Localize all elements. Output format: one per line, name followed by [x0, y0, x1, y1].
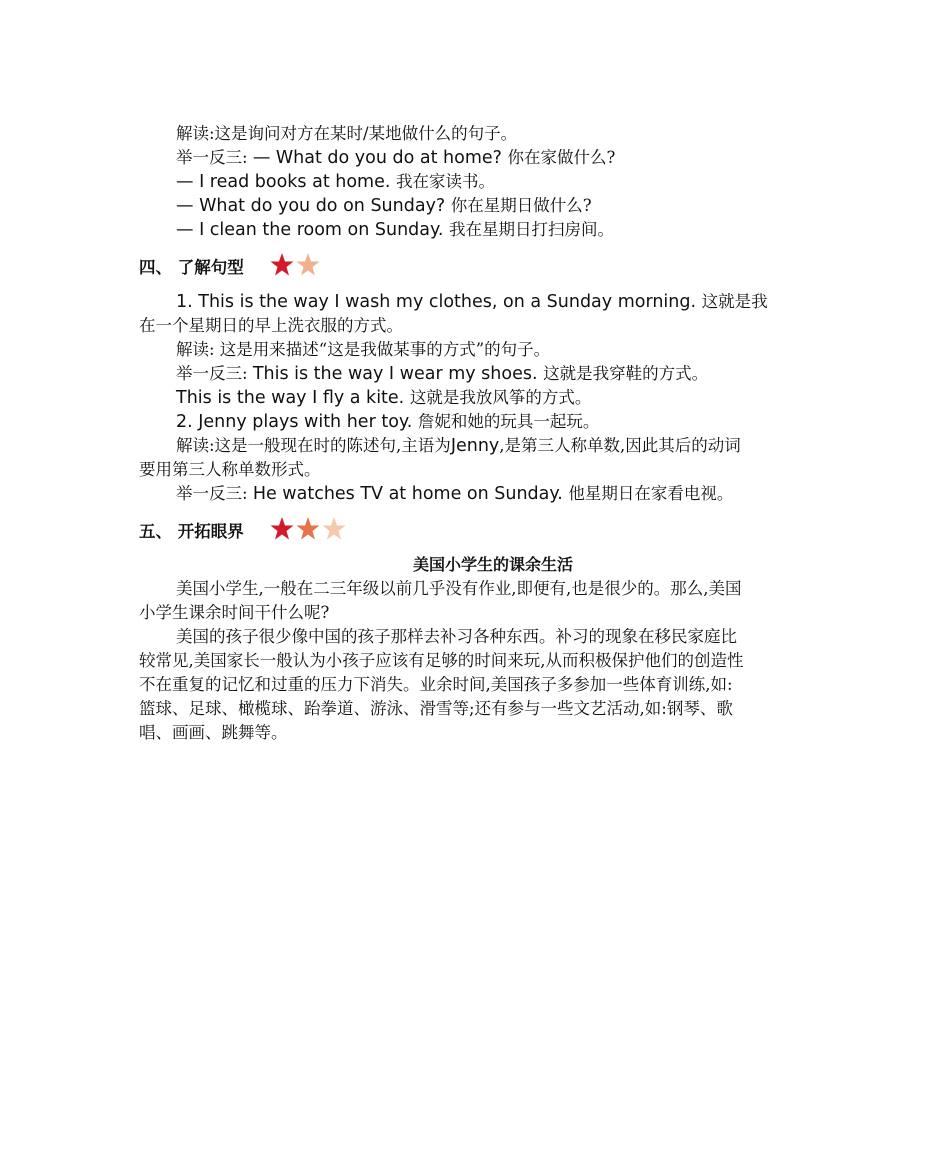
- section4-sentence-1: [176, 290, 768, 314]
- section4-sentence-2-explain: [176, 434, 741, 458]
- section4-sentence-2-explain-cont: 要用第三人称单数形式。: [139, 460, 321, 479]
- example-cn: 你在星期日做什么?: [450, 196, 592, 215]
- example-cn: 这就是我放风筝的方式。: [409, 388, 592, 407]
- example-cn: 他星期日在家看电视。: [568, 484, 734, 503]
- example-en: — What do you do on Sunday?: [176, 196, 451, 216]
- section4-sentence-1-explain: 解读: 这是用来描述“这是我做某事的方式”的句子。: [176, 340, 551, 359]
- section4-sentence-1-cont: 在一个星期日的早上洗衣服的方式。: [139, 316, 403, 335]
- explain-text: ,是第三人称单数,因此其后的动词: [499, 436, 741, 455]
- example-en: This is the way I wear my shoes.: [252, 364, 544, 384]
- example-label: 举一反三:: [176, 148, 253, 167]
- example-en: — I clean the room on Sunday.: [176, 220, 450, 240]
- example-en: — What do you do at home?: [252, 148, 508, 168]
- explain-text: 解读:这是一般现在时的陈述句,主语为: [176, 436, 451, 455]
- section3-explain: 解读:这是询问对方在某时/某地做什么的句子。: [176, 124, 518, 143]
- section4-heading: 四、 了解句型: [139, 258, 244, 277]
- article-paragraph-2-line-2: 较常见,美国家长一般认为小孩子应该有足够的时间来玩,从而积极保护他们的创造性: [139, 651, 744, 670]
- article-paragraph-2-line-4: 篮球、足球、橄榄球、跆拳道、游泳、滑雪等;还有参与一些文艺活动,如:钢琴、歌: [139, 699, 733, 718]
- example-en: This is the way I fly a kite.: [176, 388, 410, 408]
- example-label: 举一反三:: [176, 364, 253, 383]
- section3-example-1: [176, 146, 615, 170]
- section5-heading: 五、 开拓眼界: [139, 522, 244, 541]
- section3-example-2: [176, 170, 495, 194]
- sentence-cn: 詹妮和她的玩具一起玩。: [417, 412, 600, 431]
- article-paragraph-2-line-5: 唱、画画、跳舞等。: [139, 723, 288, 742]
- section5-rating: [270, 516, 350, 542]
- star-icon: [271, 517, 294, 540]
- explain-en: Jenny: [450, 436, 500, 456]
- section3-example-3: [176, 194, 592, 218]
- example-en: He watches TV at home on Sunday.: [252, 484, 569, 504]
- sentence-en: 1. This is the way I wash my clothes, on a Sunday morning.: [176, 292, 702, 312]
- section4-sentence-2: [176, 410, 599, 434]
- article-paragraph-1-line-1: 美国小学生,一般在二三年级以前几乎没有作业,即便有,也是很少的。那么,美国: [176, 579, 742, 598]
- article-paragraph-2-line-3: 不在重复的记忆和过重的压力下消失。业余时间,美国孩子多参加一些体育训练,如:: [139, 675, 733, 694]
- section4-rating: [270, 252, 350, 278]
- star-icon: [271, 253, 294, 276]
- example-cn: 这就是我穿鞋的方式。: [543, 364, 709, 383]
- article-paragraph-2-line-1: 美国的孩子很少像中国的孩子那样去补习各种东西。补习的现象在移民家庭比: [176, 627, 737, 646]
- example-en: — I read books at home.: [176, 172, 396, 192]
- example-label: 举一反三:: [176, 484, 253, 503]
- section4-sentence-2-example: [176, 482, 733, 506]
- section3-example-4: [176, 218, 614, 242]
- section4-sentence-1-example-1: [176, 362, 708, 386]
- section4-sentence-1-example-2: [176, 386, 591, 410]
- article-title: 美国小学生的课余生活: [412, 555, 573, 574]
- sentence-cn: 这就是我: [701, 292, 768, 311]
- star-icon: [297, 517, 320, 540]
- example-cn: 我在星期日打扫房间。: [449, 220, 615, 239]
- sentence-en: 2. Jenny plays with her toy.: [176, 412, 418, 432]
- star-icon: [323, 517, 346, 540]
- example-cn: 我在家读书。: [395, 172, 495, 191]
- star-icon: [297, 253, 320, 276]
- example-cn: 你在家做什么?: [507, 148, 616, 167]
- article-paragraph-1-line-2: 小学生课余时间干什么呢?: [139, 603, 330, 622]
